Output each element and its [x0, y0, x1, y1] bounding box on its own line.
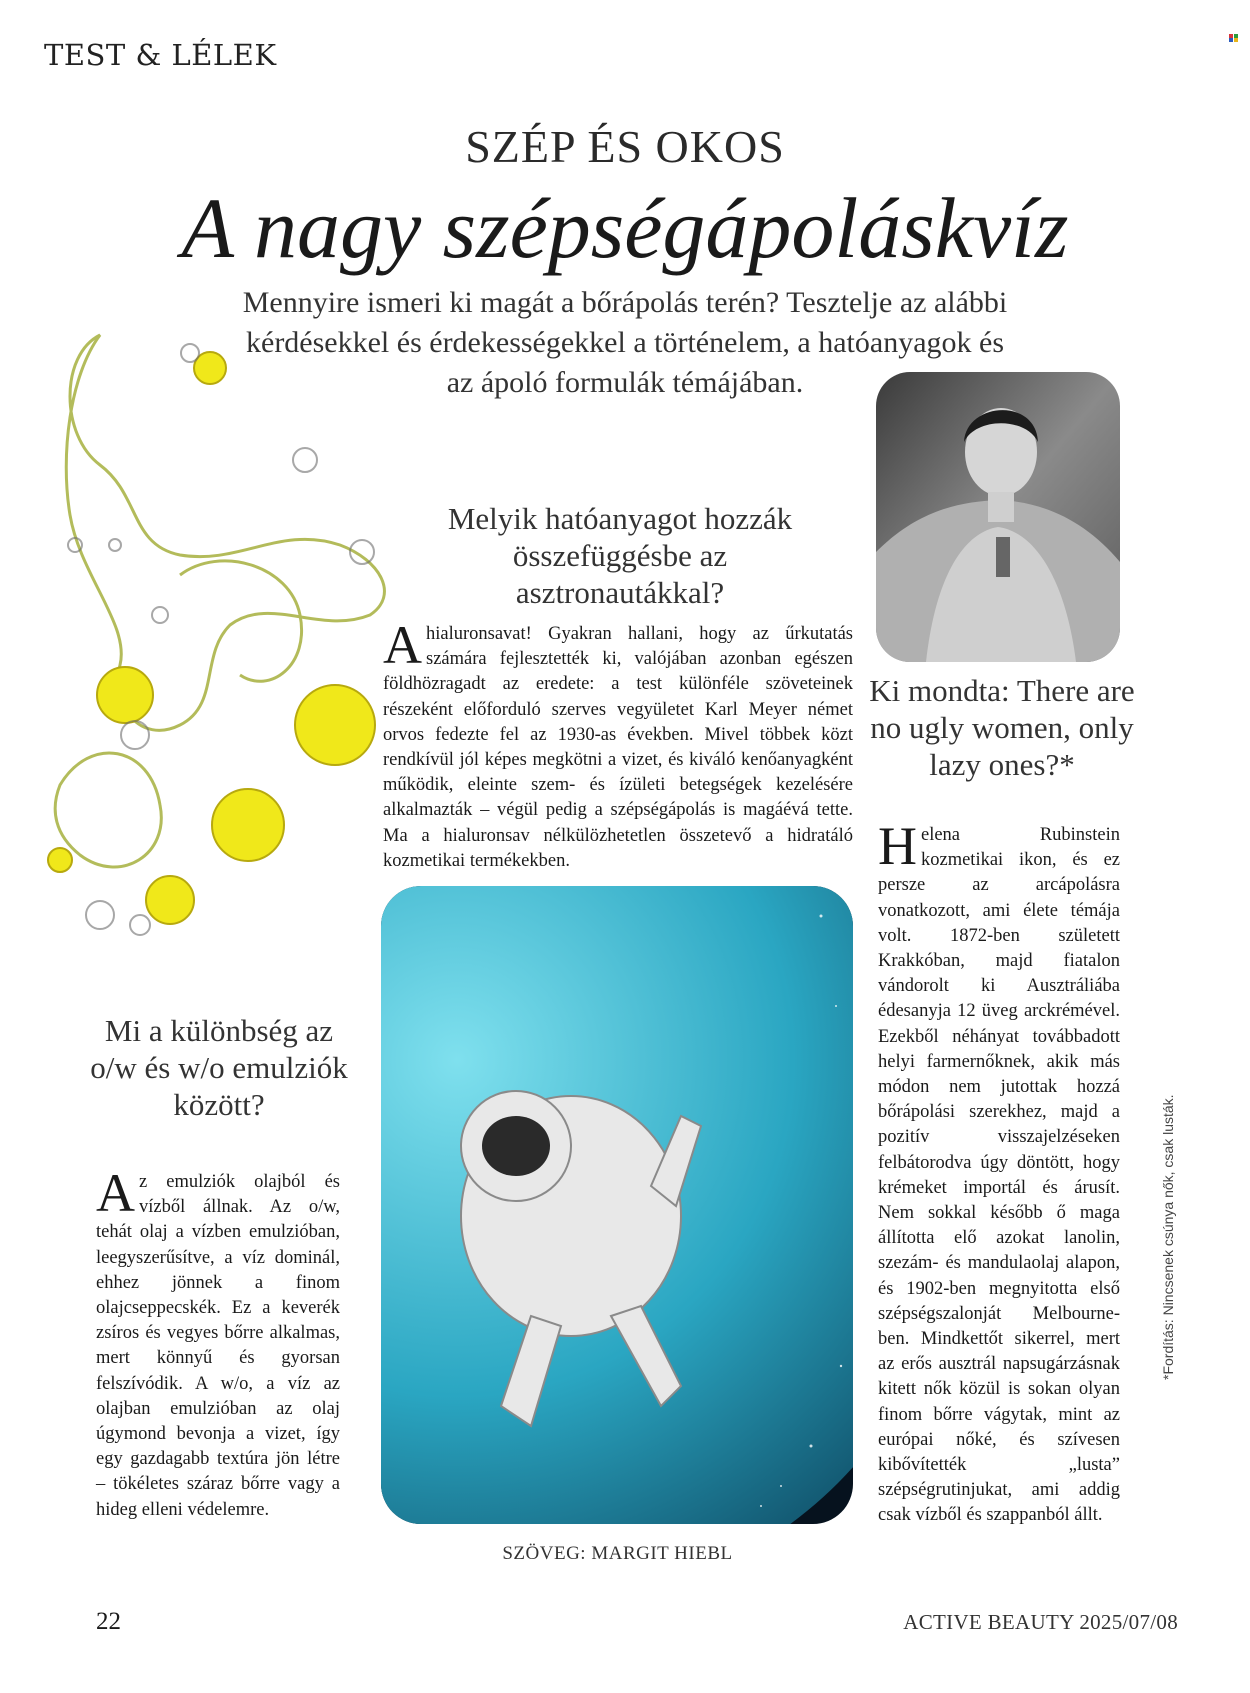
answer-body: z emulziók olajból és vízből állnak. Az o/w, tehát olaj a vízben emulzióban, leegyszerűsítve, a víz dominál, ehhez jönnek a finom olajcseppecskék. Ez a keverék zsíros és vegyes bőrre alkalmas, mert könnyű és gyorsan felszívódik. A w/o, a víz az olajban emulzióban az olaj úgymond bevonja a vizet, így egy gazdagabb textúra jön létre – tökéletes száraz bőrre vagy a hideg elleni védelemre.	[96, 1172, 340, 1520]
article-title: A nagy szépségápoláskvíz	[181, 180, 1069, 276]
article-lead: Mennyire ismeri ki magát a bőrápolás terén? Tesztelje az alábbi kérdésekkel és érdekességekkel a történelem, a hatóanyagok és az ápoló formulák témájában.	[242, 286, 1008, 399]
corner-color-mark	[1229, 34, 1238, 41]
helena-rubinstein-portrait	[876, 372, 1120, 662]
translation-footnote: *Fordítás: Nincsenek csúnya nők, csak lusták.	[1160, 1094, 1176, 1380]
question-heading-emulsions: Mi a különbség az o/w és w/o emulziók között?	[90, 1013, 348, 1122]
page-number: 22	[96, 1608, 121, 1635]
article-overtitle: SZÉP ÉS OKOS	[465, 121, 785, 172]
answer-text-astronauts	[383, 615, 853, 874]
oil-bubbles-illustration	[40, 315, 440, 1015]
author-credit: SZÖVEG: MARGIT HIEBL	[502, 1543, 733, 1564]
astronaut-planet-image	[381, 886, 853, 1524]
answer-text-quote	[878, 816, 1120, 1529]
magazine-issue: ACTIVE BEAUTY 2025/07/08	[903, 1610, 1178, 1634]
section-label: TEST & LÉLEK	[44, 38, 277, 72]
answer-body: elena Rubinstein kozmetikai ikon, és ez persze az arcápolásra vonatkozott, ami élete témája volt. 1872-ben született Krakkóban, majd fiatalon vándorolt ki Ausztráliába édesanyja 12 üveg arckrémével. Ezekből néhányat továbbadott helyi farmernőknek, akik más módon nem jutottak hozzá bőrápolási szerekhez, majd a pozitív visszajelzéseken felbátorodva úgy döntött, hogy krémeket importál és árusít. Nem sokkal később ő maga állította elő azokat lanolin, szezám- és mandulaolaj alapon, és 1902-ben megnyitotta első szépségszalonját Melbourne-ben. Mindkettőt sikerrel, mert az erős ausztrál napsugárzásnak kitett nők közül is sokan olyan finom bőrre vágytak, mint az európai nőké, és szívesen kibővítették „lusta” szépségrutinjukat, ami addig csak vízből és szappanból állt.	[878, 825, 1120, 1526]
dropcap: A	[383, 615, 422, 675]
answer-text-emulsions	[96, 1163, 340, 1523]
dropcap: H	[878, 816, 917, 876]
question-heading-astronauts: Melyik hatóanyagot hozzák összefüggésbe az asztronautákkal?	[447, 501, 793, 610]
question-heading-quote: Ki mondta: There are no ugly women, only lazy ones?*	[869, 673, 1135, 782]
dropcap: A	[96, 1163, 135, 1223]
answer-body: hialuronsavat! Gyakran hallani, hogy az űrkutatás számára fejlesztették ki, valójában azonban egészen földhözragadt az eredete: a test különféle szöveteinek részeként előforduló szerves vegyületet Karl Meyer német orvos fedezte fel az 1930-as években. Mivel többek közt rendkívül jól képes megkötni a vizet, és kiváló kenőanyagként működik, eleinte szem- és ízületi betegségek kezelésére alkalmazták – végül pedig a szépségápolás is magáévá tette. Ma a hialuronsav nélkülözhetetlen összetevő a hidratáló kozmetikai termékekben.	[383, 624, 853, 871]
